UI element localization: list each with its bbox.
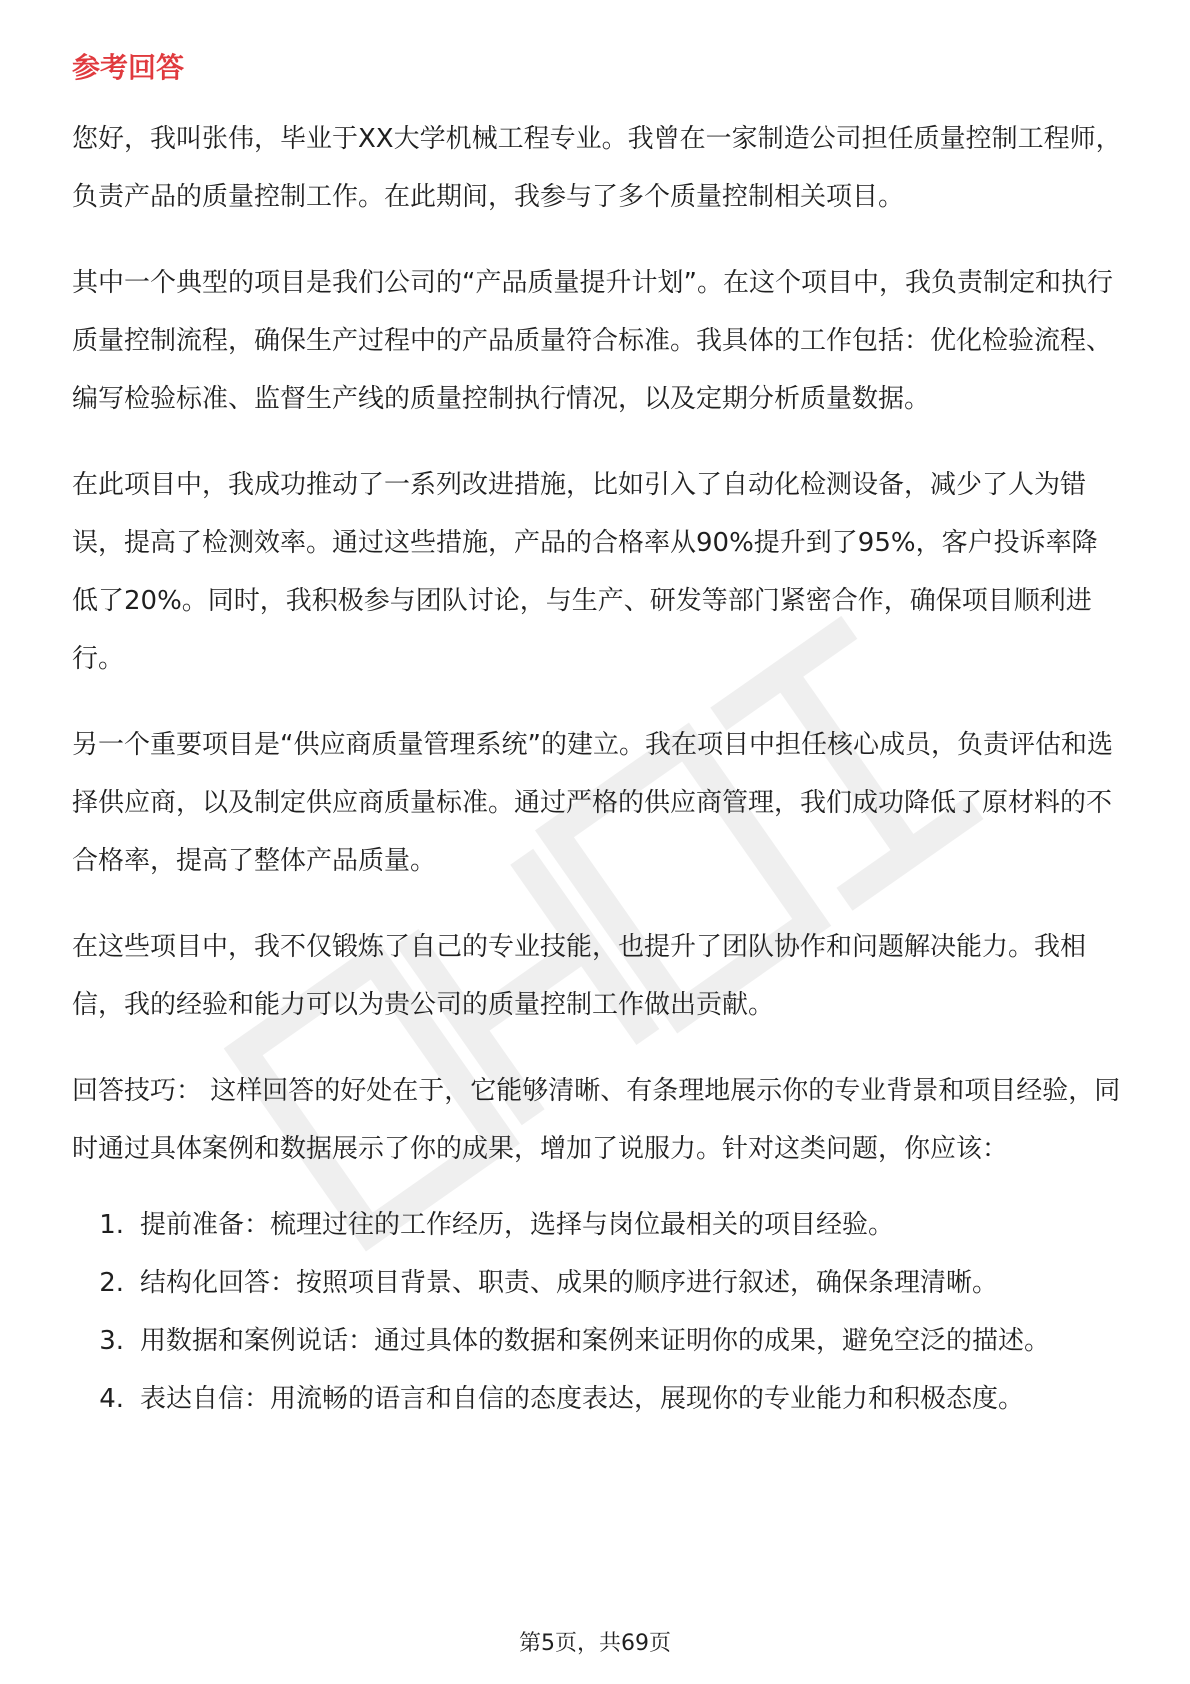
list-item <box>72 1196 1122 1254</box>
paragraph-project-1-results: 在此项目中，我成功推动了一系列改进措施，比如引入了自动化检测设备，减少了人为错误，提高了检测效率。通过这些措施，产品的合格率从90%提升到了95%，客户投诉率降低了20%。同时，我积极参与团队讨论，与生产、研发等部门紧密合作，确保项目顺利进行。 <box>72 470 1098 674</box>
page-content <box>72 48 1122 1428</box>
section-title: 参考回答 <box>72 51 185 84</box>
tips-list <box>72 1196 1122 1428</box>
tips-text: 这样回答的好处在于，它能够清晰、有条理地展示你的专业背景和项目经验，同时通过具体案例和数据展示了你的成果，增加了说服力。针对这类问题，你应该： <box>72 1076 1121 1164</box>
list-text: 表达自信：用流畅的语言和自信的态度表达，展现你的专业能力和积极态度。 <box>140 1384 1025 1414</box>
list-text: 提前准备：梳理过往的工作经历，选择与岗位最相关的项目经验。 <box>140 1210 895 1240</box>
list-number: 3. <box>99 1326 124 1356</box>
list-item <box>72 1254 1122 1312</box>
list-number: 2. <box>99 1268 124 1298</box>
list-item <box>72 1312 1122 1370</box>
paragraph-project-1: 其中一个典型的项目是我们公司的“产品质量提升计划”。在这个项目中，我负责制定和执行质量控制流程，确保生产过程中的产品质量符合标准。我具体的工作包括：优化检验流程、编写检验标准、监督生产线的质量控制执行情况，以及定期分析质量数据。 <box>72 268 1113 414</box>
tips-label: 回答技巧： <box>72 1076 203 1106</box>
paragraph-project-2: 另一个重要项目是“供应商质量管理系统”的建立。我在项目中担任核心成员，负责评估和选择供应商，以及制定供应商质量标准。通过严格的供应商管理，我们成功降低了原材料的不合格率，提高了整体产品质量。 <box>72 730 1113 876</box>
list-number: 4. <box>99 1384 124 1414</box>
list-text: 结构化回答：按照项目背景、职责、成果的顺序进行叙述，确保条理清晰。 <box>140 1268 999 1298</box>
tips-paragraph <box>72 1062 1122 1178</box>
list-item <box>72 1370 1122 1428</box>
list-text: 用数据和案例说话：通过具体的数据和案例来证明你的成果，避免空泛的描述。 <box>140 1326 1051 1356</box>
page-footer: 第5页，共69页 <box>519 1631 671 1656</box>
list-number: 1. <box>99 1210 124 1240</box>
paragraph-intro: 您好，我叫张伟，毕业于XX大学机械工程专业。我曾在一家制造公司担任质量控制工程师，负责产品的质量控制工作。在此期间，我参与了多个质量控制相关项目。 <box>72 124 1122 212</box>
paragraph-conclusion: 在这些项目中，我不仅锻炼了自己的专业技能，也提升了团队协作和问题解决能力。我相信，我的经验和能力可以为贵公司的质量控制工作做出贡献。 <box>72 932 1087 1020</box>
